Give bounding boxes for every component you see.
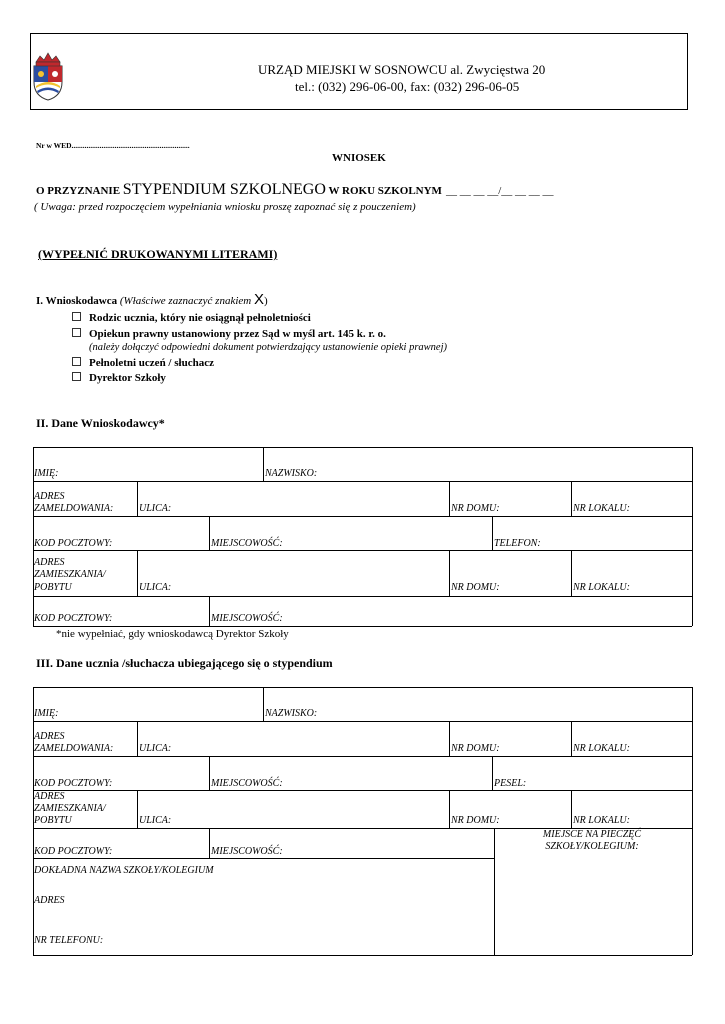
flat-number-field[interactable]: NR LOKALU: bbox=[573, 503, 630, 514]
instruction-note: ( Uwaga: przed rozpoczęciem wypełniania wniosku proszę zapoznać się z pouczeniem) bbox=[34, 201, 416, 213]
city2-field[interactable]: MIEJSCOWOŚĆ: bbox=[211, 613, 283, 624]
city-crest-icon bbox=[30, 48, 66, 102]
address-label: ADRES bbox=[34, 491, 65, 502]
section3-heading: III. Dane ucznia /słuchacza ubiegającego się o stypendium bbox=[36, 656, 333, 670]
student-last-name-field[interactable]: NAZWISKO: bbox=[265, 708, 318, 719]
postal-code-field[interactable]: KOD POCZTOWY: bbox=[34, 538, 113, 549]
address2-label: ADRES bbox=[34, 557, 65, 568]
subtitle-main: STYPENDIUM SZKOLNEGO bbox=[122, 181, 326, 198]
phone-field[interactable]: TELEFON: bbox=[494, 538, 541, 549]
print-letters-note: (WYPEŁNIĆ DRUKOWANYMI LITERAMI) bbox=[38, 247, 278, 261]
option-label: Opiekun prawny ustanowiony przez Sąd w myśl art. 145 k. r. o. bbox=[89, 328, 386, 340]
stamp-label-line2: SZKOŁY/KOLEGIUM: bbox=[545, 841, 639, 852]
guardian-note: (należy dołączyć odpowiedni dokument potwierdzający ustanowienie opieki prawnej) bbox=[89, 342, 447, 353]
section1-hint: (Właściwe zaznaczyć znakiem bbox=[119, 295, 254, 307]
stamp-label-line1: MIEJSCE NA PIECZĘĆ bbox=[542, 829, 642, 840]
school-year-field[interactable]: __ __ __ __/__ __ __ __ bbox=[445, 185, 554, 197]
student-street-field[interactable]: ULICA: bbox=[139, 743, 172, 754]
checkbox[interactable] bbox=[72, 357, 81, 366]
section2-heading bbox=[36, 416, 165, 431]
student-house-number-field[interactable]: NR DOMU: bbox=[451, 743, 500, 754]
student-street2-field[interactable]: ULICA: bbox=[139, 815, 172, 826]
option-label: Rodzic ucznia, który nie osiągnął pełnoletniości bbox=[89, 312, 311, 324]
option-adult-student[interactable] bbox=[72, 357, 214, 369]
student-city-field[interactable]: MIEJSCOWOŚĆ: bbox=[211, 778, 283, 789]
student-postal-code-field[interactable]: KOD POCZTOWY: bbox=[34, 778, 113, 789]
student-residence-label: ZAMIESZKANIA/ bbox=[34, 803, 106, 814]
applicant-footnote: *nie wypełniać, gdy wnioskodawcą Dyrektor Szkoły bbox=[56, 628, 289, 640]
school-phone-field[interactable]: NR TELEFONU: bbox=[34, 935, 104, 946]
option-label: Pełnoletni uczeń / słuchacz bbox=[89, 357, 214, 369]
office-address: URZĄD MIEJSKI W SOSNOWCU al. Zwycięstwa 20 bbox=[258, 62, 546, 77]
section2-title: Dane Wnioskodawcy* bbox=[48, 416, 165, 430]
section1-heading bbox=[36, 291, 268, 308]
student-address2-label: ADRES bbox=[34, 791, 65, 802]
student-flat-number2-field[interactable]: NR LOKALU: bbox=[573, 815, 630, 826]
city-field[interactable]: MIEJSCOWOŚĆ: bbox=[211, 538, 283, 549]
postal-code2-field[interactable]: KOD POCZTOWY: bbox=[34, 613, 113, 624]
student-flat-number-field[interactable]: NR LOKALU: bbox=[573, 743, 630, 754]
document-subtitle bbox=[36, 181, 554, 199]
option-principal[interactable] bbox=[72, 372, 166, 384]
school-address-field[interactable]: ADRES bbox=[34, 895, 65, 906]
first-name-field[interactable]: IMIĘ: bbox=[34, 468, 59, 479]
street-field[interactable]: ULICA: bbox=[139, 503, 172, 514]
student-city2-field[interactable]: MIEJSCOWOŚĆ: bbox=[211, 846, 283, 857]
option-guardian[interactable] bbox=[72, 328, 386, 340]
registry-number: Nr w WED............................................................... bbox=[36, 141, 190, 150]
mark-symbol: X bbox=[253, 291, 264, 308]
student-postal-code2-field[interactable]: KOD POCZTOWY: bbox=[34, 846, 113, 857]
checkbox[interactable] bbox=[72, 328, 81, 337]
section2-roman: II. bbox=[36, 416, 49, 430]
subtitle-prefix: O PRZYZNANIE bbox=[36, 185, 123, 197]
student-first-name-field[interactable]: IMIĘ: bbox=[34, 708, 59, 719]
office-phone-fax: tel.: (032) 296-06-00, fax: (032) 296-06-05 bbox=[295, 79, 520, 94]
document-title: WNIOSEK bbox=[332, 152, 386, 164]
checkbox[interactable] bbox=[72, 372, 81, 381]
section1-hint-close: ) bbox=[263, 295, 268, 307]
subtitle-suffix: W ROKU SZKOLNYM bbox=[325, 185, 442, 197]
student-address-label: ADRES bbox=[34, 731, 65, 742]
street2-field[interactable]: ULICA: bbox=[139, 582, 172, 593]
flat-number2-field[interactable]: NR LOKALU: bbox=[573, 582, 630, 593]
house-number-field[interactable]: NR DOMU: bbox=[451, 503, 500, 514]
student-stay-label: POBYTU bbox=[34, 815, 72, 826]
student-registered-label: ZAMELDOWANIA: bbox=[34, 743, 114, 754]
section1-title: I. Wnioskodawca bbox=[36, 295, 120, 307]
option-label: Dyrektor Szkoły bbox=[89, 372, 166, 384]
residence-label: ZAMIESZKANIA/ bbox=[34, 569, 106, 580]
school-stamp-area bbox=[495, 829, 689, 853]
student-house-number2-field[interactable]: NR DOMU: bbox=[451, 815, 500, 826]
checkbox[interactable] bbox=[72, 312, 81, 321]
stay-label: POBYTU bbox=[34, 582, 72, 593]
last-name-field[interactable]: NAZWISKO: bbox=[265, 468, 318, 479]
option-parent[interactable] bbox=[72, 312, 311, 324]
pesel-field[interactable]: PESEL: bbox=[494, 778, 527, 789]
house-number2-field[interactable]: NR DOMU: bbox=[451, 582, 500, 593]
registered-label: ZAMELDOWANIA: bbox=[34, 503, 114, 514]
school-name-field[interactable]: DOKŁADNA NAZWA SZKOŁY/KOLEGIUM bbox=[34, 865, 214, 876]
